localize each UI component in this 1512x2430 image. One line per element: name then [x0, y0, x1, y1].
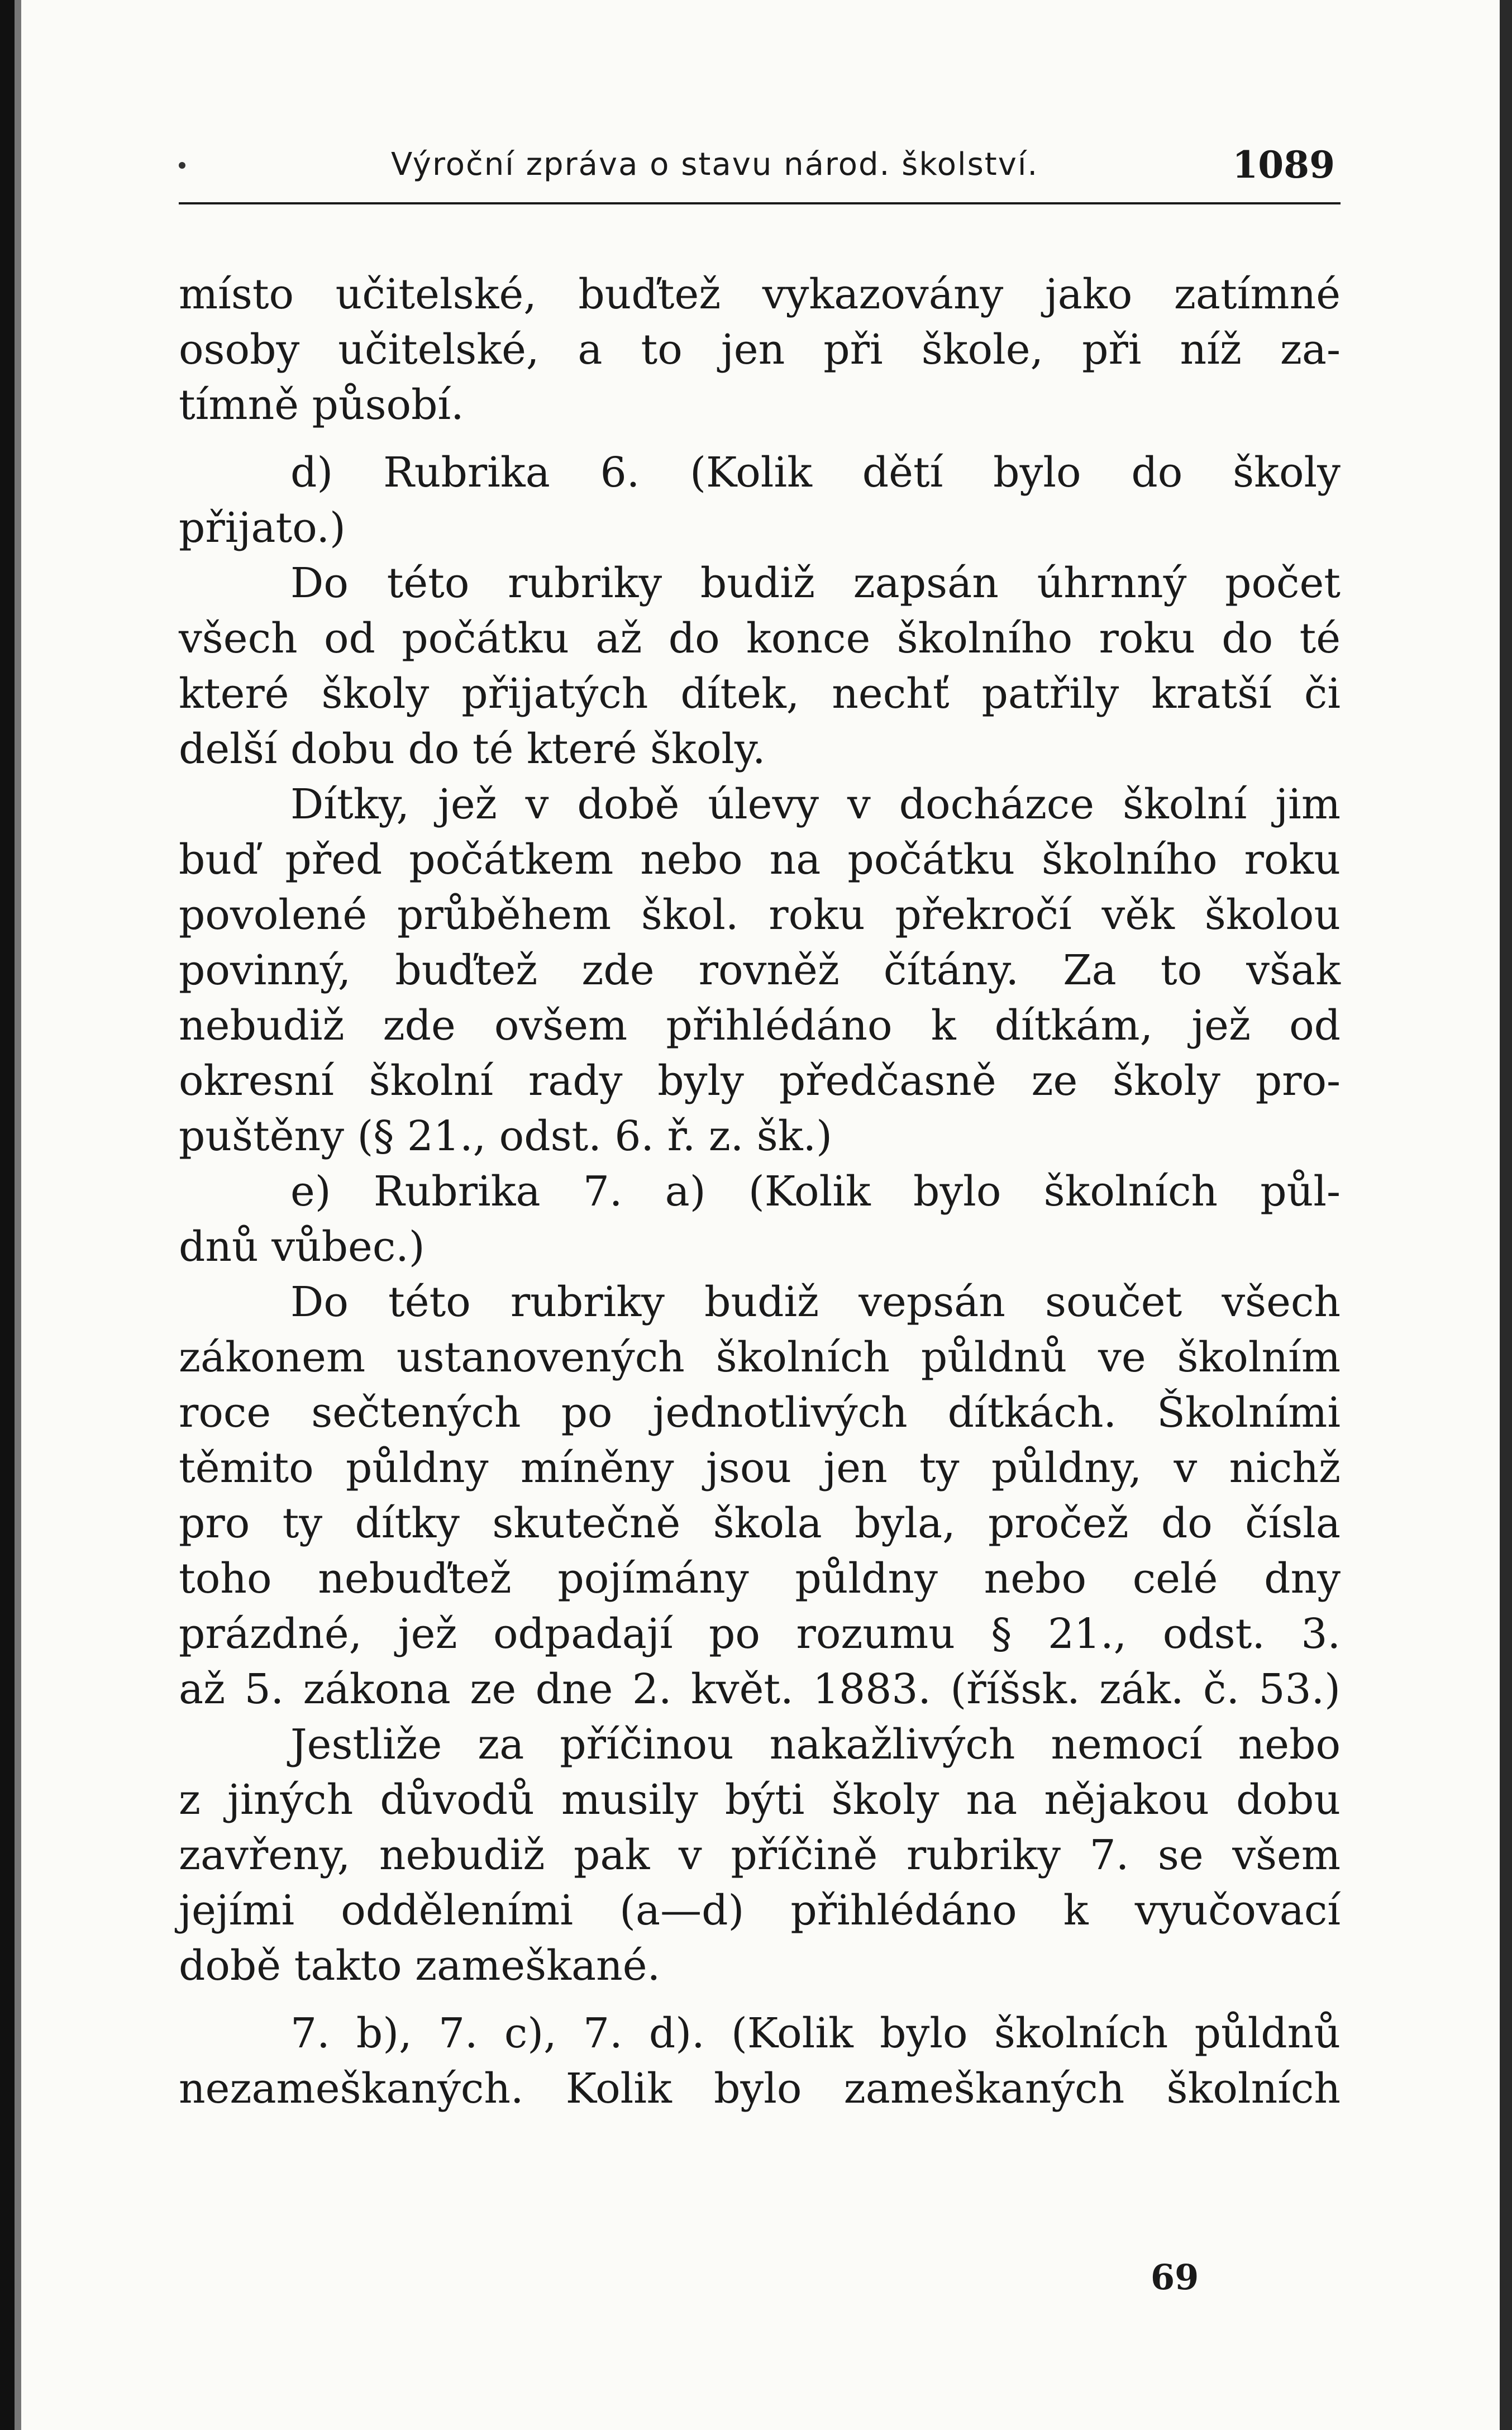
paragraph-start-line: Jestliže za příčinou nakažlivých nemocí nebo [290, 1721, 1341, 1769]
text-line: z jiných důvodů musily býti školy na nějakou dobu [179, 1776, 1341, 1824]
text-line: osoby učitelské, a to jen při škole, při níž za- [179, 326, 1341, 374]
body-text [179, 267, 1341, 2117]
page-left-edge-gutter [15, 0, 21, 2430]
text-line: nebudiž zde ovšem přihlédáno k dítkám, jež od [179, 1002, 1341, 1050]
signature-mark: 69 [1151, 2257, 1199, 2298]
paragraph-start-line: Do této rubriky budiž zapsán úhrnný počet [290, 559, 1341, 607]
header-rule [179, 202, 1341, 204]
text-line: pro ty dítky skutečně škola byla, pročež do čísla [179, 1499, 1341, 1547]
text-line: puštěny (§ 21., odst. 6. ř. z. šk.) [179, 1112, 832, 1160]
text-line: roce sečtených po jednotlivých dítkách. Školními [179, 1389, 1341, 1437]
text-line: nezameškaných. Kolik bylo zameškaných školních [179, 2065, 1341, 2113]
section-heading-line: e) Rubrika 7. a) (Kolik bylo školních půl- [290, 1168, 1341, 1216]
page-number: 1089 [1232, 143, 1335, 187]
text-line: povolené průběhem škol. roku překročí věk školou [179, 891, 1341, 939]
text-line: jejími odděleními (a—d) přihlédáno k vyučovací [179, 1886, 1341, 1935]
text-line: toho nebuďtež pojímány půldny nebo celé dny [179, 1555, 1341, 1603]
text-line: zavřeny, nebudiž pak v příčině rubriky 7. se všem [179, 1831, 1341, 1879]
text-line: všech od počátku až do konce školního roku do té [179, 614, 1341, 663]
section-heading-line: d) Rubrika 6. (Kolik dětí bylo do školy [290, 449, 1341, 497]
page-header [179, 140, 1341, 201]
page-left-edge-shadow [0, 0, 15, 2430]
running-head: Výroční zpráva o stavu národ. školství. [391, 146, 1039, 183]
text-line: dnů vůbec.) [179, 1223, 425, 1271]
text-line: delší dobu do té které školy. [179, 725, 766, 773]
text-line: prázdné, jež odpadají po rozumu § 21., odst. 3. [179, 1610, 1341, 1658]
text-line: těmito půldny míněny jsou jen ty půldny, v nichž [179, 1444, 1341, 1492]
text-line: zákonem ustanovených školních půldnů ve školním [179, 1333, 1341, 1381]
text-line: okresní školní rady byly předčasně ze školy pro- [179, 1057, 1341, 1105]
paragraph-start-line: Dítky, jež v době úlevy v docházce školní jim [290, 780, 1341, 828]
page-right-edge-shadow [1500, 0, 1512, 2430]
text-line: době takto zameškané. [179, 1942, 661, 1990]
section-heading-line: 7. b), 7. c), 7. d). (Kolik bylo školních půldnů [290, 2009, 1341, 2057]
text-line: které školy přijatých dítek, nechť patřily kratší či [179, 670, 1341, 718]
text-line: až 5. zákona ze dne 2. květ. 1883. (říšsk. zák. č. 53.) [179, 1665, 1341, 1713]
text-line: povinný, buďtež zde rovněž čítány. Za to však [179, 946, 1341, 994]
text-line: buď před počátkem nebo na počátku školního roku [179, 836, 1341, 884]
paragraph-start-line: Do této rubriky budiž vepsán součet všech [290, 1278, 1341, 1326]
text-line: místo učitelské, buďtež vykazovány jako zatímné [179, 270, 1341, 318]
header-dot [179, 162, 185, 169]
text-line: tímně působí. [179, 381, 464, 429]
text-line: přijato.) [179, 504, 346, 552]
